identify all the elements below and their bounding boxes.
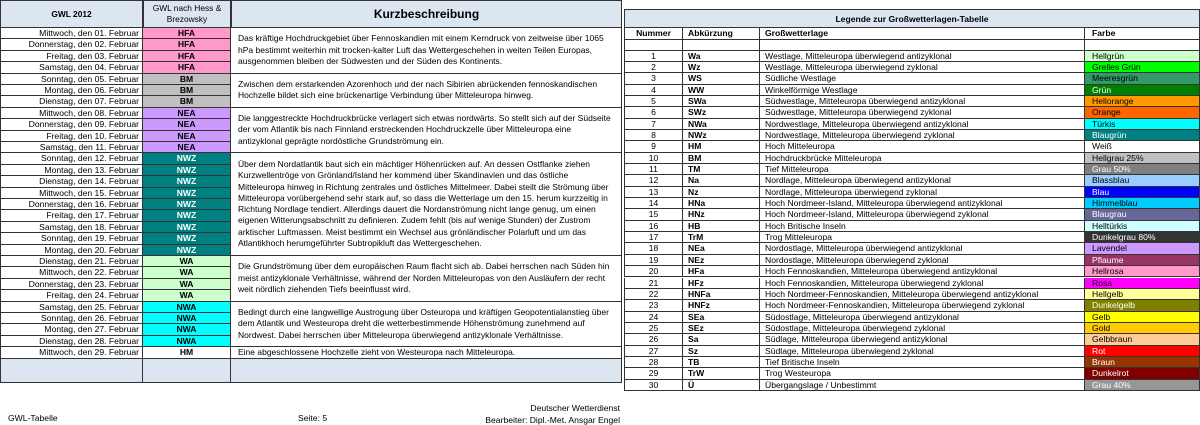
legend-color-swatch: Grün	[1085, 85, 1200, 96]
legend-number: 1	[624, 51, 683, 62]
legend-row	[624, 232, 1200, 243]
legend-number: 7	[624, 119, 683, 130]
table-row	[0, 62, 232, 73]
gwl-code-cell: WA	[143, 290, 232, 301]
legend-color-swatch: Weiß	[1085, 141, 1200, 152]
legend-color-swatch: Blaugrün	[1085, 130, 1200, 141]
legend-color-swatch: Rosa	[1085, 278, 1200, 289]
legend-abbreviation: NEa	[683, 243, 760, 254]
legend-header-row	[624, 28, 1200, 40]
header-weather-type: Großwetterlage	[760, 28, 1085, 40]
legend-weather-type: Westlage, Mitteleuropa überwiegend zyklonal	[760, 62, 1085, 73]
legend-color-swatch: Hellgelb	[1085, 289, 1200, 300]
legend-abbreviation: TrM	[683, 232, 760, 243]
gwl-code-cell: BM	[143, 96, 232, 107]
legend-row	[624, 300, 1200, 311]
table-row	[0, 119, 232, 130]
legend-color-swatch: Hellrosa	[1085, 266, 1200, 277]
legend-abbreviation: Nz	[683, 187, 760, 198]
legend-abbreviation: Wz	[683, 62, 760, 73]
legend-color-swatch: Grau 50%	[1085, 164, 1200, 175]
legend-weather-type: Südostlage, Mitteleuropa überwiegend antizyklonal	[760, 312, 1085, 323]
gwl-code-cell: NWZ	[143, 188, 232, 199]
legend-row	[624, 243, 1200, 254]
legend-weather-type: Hoch Fennoskandien, Mitteleuropa überwiegend zyklonal	[760, 278, 1085, 289]
legend-abbreviation: HNFz	[683, 300, 760, 311]
legend-number: 28	[624, 357, 683, 368]
description-cell: Das kräftige Hochdruckgebiet über Fennoskandien mit einem Kerndruck von zeitweise über 1065 hPa bestimmt weiterhin mit trocken-kalter Luft das Wettergeschehen in weiten Teilen Europas, ausgenommen bleiben der Südwesten und der Süden des Kontinents.	[231, 28, 622, 74]
legend-color-swatch: Dunkelgrau 80%	[1085, 232, 1200, 243]
header-gwl-hess-brezowsky: GWL nach Hess & Brezowsky	[143, 0, 232, 28]
date-cell: Mittwoch, den 29. Februar	[0, 347, 144, 358]
date-cell: Freitag, den 24. Februar	[0, 290, 144, 301]
gwl-code-cell: NWZ	[143, 233, 232, 244]
legend-row	[624, 51, 1200, 62]
gwl-code-cell: WA	[143, 256, 232, 267]
legend-number: 13	[624, 187, 683, 198]
legend-number: 9	[624, 141, 683, 152]
legend-abbreviation: BM	[683, 153, 760, 164]
legend-weather-type: Tief Britische Inseln	[760, 357, 1085, 368]
legend-abbreviation: NEz	[683, 255, 760, 266]
description-cell: Eine abgeschlossene Hochzelle zieht von Westeuropa nach Mitteleuropa.	[231, 347, 622, 358]
legend-number: 24	[624, 312, 683, 323]
legend-color-swatch: Gold	[1085, 323, 1200, 334]
date-cell: Montag, den 06. Februar	[0, 85, 144, 96]
legend-number: 25	[624, 323, 683, 334]
description-cell: Über dem Nordatlantik baut sich ein mächtiger Höhenrücken auf. An dessen Ostflanke ziehen Kurzwellentröge von Grönland/Island her kommend über Skandinavien und das östliche Mitteleuropa hinweg in Richtung zentrales und östliches Mittelmeer. Dabei steilt die Strömung über Mitteleuropa vorübergehend sehr stark auf, so dass die Wetterlage um den 15. herum kurzzeitig in Richtung Nordlage tendiert. Allerdings dauert die Nordanströmung nicht lange genug, um einen eigenen Witterungsabschnitt zu definieren. Zudem fehlt (bis auf wenige Stunden) der Zustrom arktischer Luftmassen. Meist bestimmt ein Wechsel aus grönländischer Polarluft und um das Atlantikhoch herumgeführter Subtropikluft das Wettergeschehen.	[231, 153, 622, 256]
legend-row	[624, 198, 1200, 209]
table-row	[0, 336, 232, 347]
legend-row	[624, 380, 1200, 391]
table-row	[0, 245, 232, 256]
legend-number: 3	[624, 73, 683, 84]
legend-weather-type: Hochdruckbrücke Mitteleuropa	[760, 153, 1085, 164]
date-cell: Freitag, den 17. Februar	[0, 210, 144, 221]
table-row	[0, 96, 232, 107]
header-gwl-2012: GWL 2012	[0, 0, 144, 28]
table-row	[0, 279, 232, 290]
footer-page-number: Seite: 5	[298, 413, 328, 423]
legend-row	[624, 289, 1200, 300]
table-row	[0, 324, 232, 335]
legend-weather-type: Nordlage, Mitteleuropa überwiegend antizyklonal	[760, 175, 1085, 186]
legend-weather-type: Südostlage, Mitteleuropa überwiegend zyklonal	[760, 323, 1085, 334]
legend-number: 20	[624, 266, 683, 277]
legend-number: 4	[624, 85, 683, 96]
legend-abbreviation: WS	[683, 73, 760, 84]
legend-weather-type: Nordostlage, Mitteleuropa überwiegend zyklonal	[760, 255, 1085, 266]
gwl-code-cell: WA	[143, 267, 232, 278]
legend-color-swatch: Dunkelgelb	[1085, 300, 1200, 311]
gwl-code-cell: NWZ	[143, 245, 232, 256]
legend-color-swatch: Himmelblau	[1085, 198, 1200, 209]
description-cell: Zwischen dem erstarkenden Azorenhoch und der nach Sibirien abrückenden fennoskandischen Hochzelle bildet sich eine brückenartige Verbindung über Mitteleuropa hinweg.	[231, 74, 622, 108]
gwl-code-cell: NEA	[143, 142, 232, 153]
date-cell: Samstag, den 25. Februar	[0, 302, 144, 313]
legend-number: 26	[624, 334, 683, 345]
gwl-code-cell: WA	[143, 279, 232, 290]
table-row	[0, 153, 232, 164]
empty-cell	[624, 40, 683, 51]
description-cell-empty	[231, 370, 622, 383]
legend-abbreviation: WW	[683, 85, 760, 96]
legend-color-swatch: Braun	[1085, 357, 1200, 368]
description-cell: Die langgestreckte Hochdruckbrücke verlagert sich etwas nordwärts. So stellt sich auf der Südseite der vom Atlantik bis nach Finnland erstreckenden Hochdruckzelle über Mitteleuropa eine antizyklonal geprägte nordöstliche Grundströmung ein.	[231, 108, 622, 154]
legend-color-swatch: Orange	[1085, 107, 1200, 118]
legend-row	[624, 187, 1200, 198]
date-cell: Samstag, den 04. Februar	[0, 62, 144, 73]
legend-weather-type: Nordwestlage, Mitteleuropa überwiegend zyklonal	[760, 130, 1085, 141]
legend-color-swatch: Pflaume	[1085, 255, 1200, 266]
table-row	[0, 233, 232, 244]
date-cell: Sonntag, den 19. Februar	[0, 233, 144, 244]
date-cell: Mittwoch, den 01. Februar	[0, 28, 144, 39]
gwl-code-cell: NEA	[143, 119, 232, 130]
table-row	[0, 302, 232, 313]
legend-number: 15	[624, 209, 683, 220]
description-cell: Die Grundströmung über dem europäischen Raum flacht sich ab. Dabei herrschen nach Süden hin meist antizyklonale Verhältnisse, während der Norden Mitteleuropas von den Ausläufern der recht weit nördlich ziehenden Tiefs beeinflusst wird.	[231, 256, 622, 302]
table-row	[0, 222, 232, 233]
gwl-code-cell: HFA	[143, 39, 232, 50]
legend-abbreviation: Wa	[683, 51, 760, 62]
gwl-code-cell: NEA	[143, 108, 232, 119]
date-cell-empty	[0, 370, 144, 383]
empty-cell	[760, 40, 1085, 51]
table-row	[0, 210, 232, 221]
legend-weather-type: Übergangslage / Unbestimmt	[760, 380, 1085, 391]
legend-weather-type: Nordlage, Mitteleuropa überwiegend zyklonal	[760, 187, 1085, 198]
date-cell: Montag, den 27. Februar	[0, 324, 144, 335]
legend-row	[624, 278, 1200, 289]
legend-abbreviation: HFz	[683, 278, 760, 289]
header-number: Nummer	[624, 28, 683, 40]
legend-abbreviation: TrW	[683, 368, 760, 379]
legend-row	[624, 209, 1200, 220]
legend-number: 21	[624, 278, 683, 289]
legend-row	[624, 96, 1200, 107]
date-cell: Mittwoch, den 15. Februar	[0, 188, 144, 199]
legend-color-swatch: Grelles Grün	[1085, 62, 1200, 73]
legend-weather-type: Nordostlage, Mitteleuropa überwiegend antizyklonal	[760, 243, 1085, 254]
legend-weather-type: Südwestlage, Mitteleuropa überwiegend antizyklonal	[760, 96, 1085, 107]
header-abbreviation: Abkürzung	[683, 28, 760, 40]
legend-weather-type: Hoch Nordmeer-Fennoskandien, Mitteleuropa überwiegend zyklonal	[760, 300, 1085, 311]
date-cell: Freitag, den 10. Februar	[0, 131, 144, 142]
legend-abbreviation: SWz	[683, 107, 760, 118]
legend-row	[624, 221, 1200, 232]
legend-weather-type: Hoch Nordmeer-Island, Mitteleuropa überwiegend antizyklonal	[760, 198, 1085, 209]
date-cell: Mittwoch, den 08. Februar	[0, 108, 144, 119]
table-row	[0, 267, 232, 278]
legend-weather-type: Hoch Fennoskandien, Mitteleuropa überwiegend antizyklonal	[760, 266, 1085, 277]
legend-row	[624, 107, 1200, 118]
legend-abbreviation: HM	[683, 141, 760, 152]
table-row	[0, 51, 232, 62]
legend-number: 8	[624, 130, 683, 141]
date-cell: Freitag, den 03. Februar	[0, 51, 144, 62]
table-row	[0, 199, 232, 210]
legend-abbreviation: TM	[683, 164, 760, 175]
legend-weather-type: Trog Westeuropa	[760, 368, 1085, 379]
table-row	[0, 28, 232, 39]
legend-row	[624, 334, 1200, 345]
table-row	[0, 131, 232, 142]
legend-weather-type: Trog Mitteleuropa	[760, 232, 1085, 243]
legend-row	[624, 312, 1200, 323]
legend-number: 14	[624, 198, 683, 209]
legend-weather-type: Südliche Westlage	[760, 73, 1085, 84]
gwl-code-cell: HFA	[143, 28, 232, 39]
legend-row	[624, 62, 1200, 73]
table-row	[0, 347, 232, 358]
gwl-code-cell: HFA	[143, 62, 232, 73]
legend-abbreviation: Na	[683, 175, 760, 186]
legend-color-swatch: Rot	[1085, 346, 1200, 357]
legend-number: 5	[624, 96, 683, 107]
table-row	[0, 313, 232, 324]
table-row	[0, 39, 232, 50]
header-kurzbeschreibung: Kurzbeschreibung	[231, 0, 622, 28]
gwl-code-cell: NWZ	[143, 165, 232, 176]
legend-color-swatch: Hellorange	[1085, 96, 1200, 107]
footer-organization: Deutscher Wetterdienst	[530, 403, 620, 413]
date-cell: Donnerstag, den 23. Februar	[0, 279, 144, 290]
legend-abbreviation: Sa	[683, 334, 760, 345]
legend-row	[624, 357, 1200, 368]
empty-cell	[1085, 40, 1200, 51]
legend-number: 16	[624, 221, 683, 232]
gwl-code-cell: NWA	[143, 302, 232, 313]
legend-color-swatch: Lavendel	[1085, 243, 1200, 254]
gwl-code-cell: NWZ	[143, 199, 232, 210]
legend-weather-type: Südlage, Mitteleuropa überwiegend antizyklonal	[760, 334, 1085, 345]
gwl-code-cell-empty	[143, 370, 232, 383]
legend-abbreviation: Sz	[683, 346, 760, 357]
date-cell: Sonntag, den 12. Februar	[0, 153, 144, 164]
legend-color-swatch: Blaugrau	[1085, 209, 1200, 220]
date-cell: Dienstag, den 21. Februar	[0, 256, 144, 267]
legend-weather-type: Hoch Mitteleuropa	[760, 141, 1085, 152]
legend-weather-type: Südlage, Mitteleuropa überwiegend zyklonal	[760, 346, 1085, 357]
legend-weather-type: Tief Mitteleuropa	[760, 164, 1085, 175]
legend-abbreviation: NWa	[683, 119, 760, 130]
gwl-code-cell: NWZ	[143, 210, 232, 221]
legend-abbreviation: SEz	[683, 323, 760, 334]
legend-number: 11	[624, 164, 683, 175]
gwl-code-cell: BM	[143, 85, 232, 96]
empty-table-row	[0, 370, 232, 383]
gwl-code-cell: NWZ	[143, 176, 232, 187]
legend-number: 2	[624, 62, 683, 73]
legend-color-swatch: Türkis	[1085, 119, 1200, 130]
gwl-code-cell: NWA	[143, 336, 232, 347]
gwl-code-cell: NEA	[143, 131, 232, 142]
gwl-code-cell: NWA	[143, 313, 232, 324]
legend-weather-type: Hoch Britische Inseln	[760, 221, 1085, 232]
date-cell: Samstag, den 11. Februar	[0, 142, 144, 153]
legend-color-swatch: Grau 40%	[1085, 380, 1200, 391]
legend-row	[624, 153, 1200, 164]
legend-row	[624, 85, 1200, 96]
legend-abbreviation: SWa	[683, 96, 760, 107]
legend-empty-row	[624, 40, 1200, 51]
date-cell: Sonntag, den 26. Februar	[0, 313, 144, 324]
header-color: Farbe	[1085, 28, 1200, 40]
legend-abbreviation: NWz	[683, 130, 760, 141]
date-cell: Dienstag, den 14. Februar	[0, 176, 144, 187]
legend-weather-type: Winkelförmige Westlage	[760, 85, 1085, 96]
legend-abbreviation: SEa	[683, 312, 760, 323]
legend-color-swatch: Meeresgrün	[1085, 73, 1200, 84]
legend-color-swatch: Gelb	[1085, 312, 1200, 323]
date-cell: Donnerstag, den 16. Februar	[0, 199, 144, 210]
legend-row	[624, 255, 1200, 266]
date-cell: Montag, den 13. Februar	[0, 165, 144, 176]
table-row	[0, 188, 232, 199]
table-row	[0, 85, 232, 96]
legend-abbreviation: HNa	[683, 198, 760, 209]
legend-number: 17	[624, 232, 683, 243]
gwl-code-cell: NWA	[143, 324, 232, 335]
table-row	[0, 256, 232, 267]
gwl-code-cell: HM	[143, 347, 232, 358]
legend-number: 22	[624, 289, 683, 300]
table-row	[0, 74, 232, 85]
legend-title: Legende zur Großwetterlagen-Tabelle	[624, 9, 1200, 28]
legend-abbreviation: HNz	[683, 209, 760, 220]
date-cell: Donnerstag, den 09. Februar	[0, 119, 144, 130]
legend-number: 19	[624, 255, 683, 266]
date-cell: Samstag, den 18. Februar	[0, 222, 144, 233]
legend-number: 30	[624, 380, 683, 391]
gwl-code-cell: HFA	[143, 51, 232, 62]
table-row	[0, 108, 232, 119]
legend-abbreviation: HB	[683, 221, 760, 232]
gwl-code-cell: BM	[143, 74, 232, 85]
legend-color-swatch: Helltürkis	[1085, 221, 1200, 232]
legend-row	[624, 130, 1200, 141]
legend-abbreviation: HNFa	[683, 289, 760, 300]
empty-cell	[683, 40, 760, 51]
legend-row	[624, 368, 1200, 379]
footer-table-name: GWL-Tabelle	[8, 413, 58, 423]
legend-row	[624, 266, 1200, 277]
legend-color-swatch: Hellgrün	[1085, 51, 1200, 62]
legend-row	[624, 346, 1200, 357]
legend-weather-type: Westlage, Mitteleuropa überwiegend antizyklonal	[760, 51, 1085, 62]
date-cell: Dienstag, den 28. Februar	[0, 336, 144, 347]
legend-number: 12	[624, 175, 683, 186]
legend-row	[624, 164, 1200, 175]
legend-color-swatch: Dunkelrot	[1085, 368, 1200, 379]
legend-number: 10	[624, 153, 683, 164]
legend-color-swatch: Blau	[1085, 187, 1200, 198]
legend-number: 18	[624, 243, 683, 254]
legend-number: 29	[624, 368, 683, 379]
gwl-code-cell: NWZ	[143, 222, 232, 233]
legend-weather-type: Nordwestlage, Mitteleuropa überwiegend antizyklonal	[760, 119, 1085, 130]
legend-number: 6	[624, 107, 683, 118]
description-cell: Bedingt durch eine langwellige Austrogung über Osteuropa und kräftigen Geopotentialanstieg über dem Atlantik und Westeuropa dreht die wetterbestimmende Höhenströmung zunehmend auf Nordwest. Dabei herrschen über Mitteleuropa überwiegend antizyklonale Verhältnisse.	[231, 302, 622, 348]
legend-weather-type: Hoch Nordmeer-Island, Mitteleuropa überwiegend zyklonal	[760, 209, 1085, 220]
legend-abbreviation: HFa	[683, 266, 760, 277]
legend-row	[624, 73, 1200, 84]
legend-weather-type: Hoch Nordmeer-Fennoskandien, Mitteleuropa überwiegend antizyklonal	[760, 289, 1085, 300]
date-cell: Mittwoch, den 22. Februar	[0, 267, 144, 278]
legend-row	[624, 141, 1200, 152]
legend-abbreviation: Ü	[683, 380, 760, 391]
legend-row	[624, 175, 1200, 186]
footer-author: Bearbeiter: Dipl.-Met. Ansgar Engel	[485, 415, 620, 425]
date-cell: Montag, den 20. Februar	[0, 245, 144, 256]
legend-row	[624, 323, 1200, 334]
date-cell: Sonntag, den 05. Februar	[0, 74, 144, 85]
table-row	[0, 142, 232, 153]
legend-number: 23	[624, 300, 683, 311]
legend-table	[622, 0, 1200, 425]
legend-row	[624, 119, 1200, 130]
gwl-code-cell: NWZ	[143, 153, 232, 164]
table-row	[0, 290, 232, 301]
legend-number: 27	[624, 346, 683, 357]
table-row	[0, 176, 232, 187]
date-cell: Dienstag, den 07. Februar	[0, 96, 144, 107]
legend-weather-type: Südwestlage, Mitteleuropa überwiegend zyklonal	[760, 107, 1085, 118]
legend-color-swatch: Blassblau	[1085, 175, 1200, 186]
legend-color-swatch: Gelbbraun	[1085, 334, 1200, 345]
legend-color-swatch: Hellgrau 25%	[1085, 153, 1200, 164]
table-row	[0, 165, 232, 176]
date-cell: Donnerstag, den 02. Februar	[0, 39, 144, 50]
legend-abbreviation: TB	[683, 357, 760, 368]
